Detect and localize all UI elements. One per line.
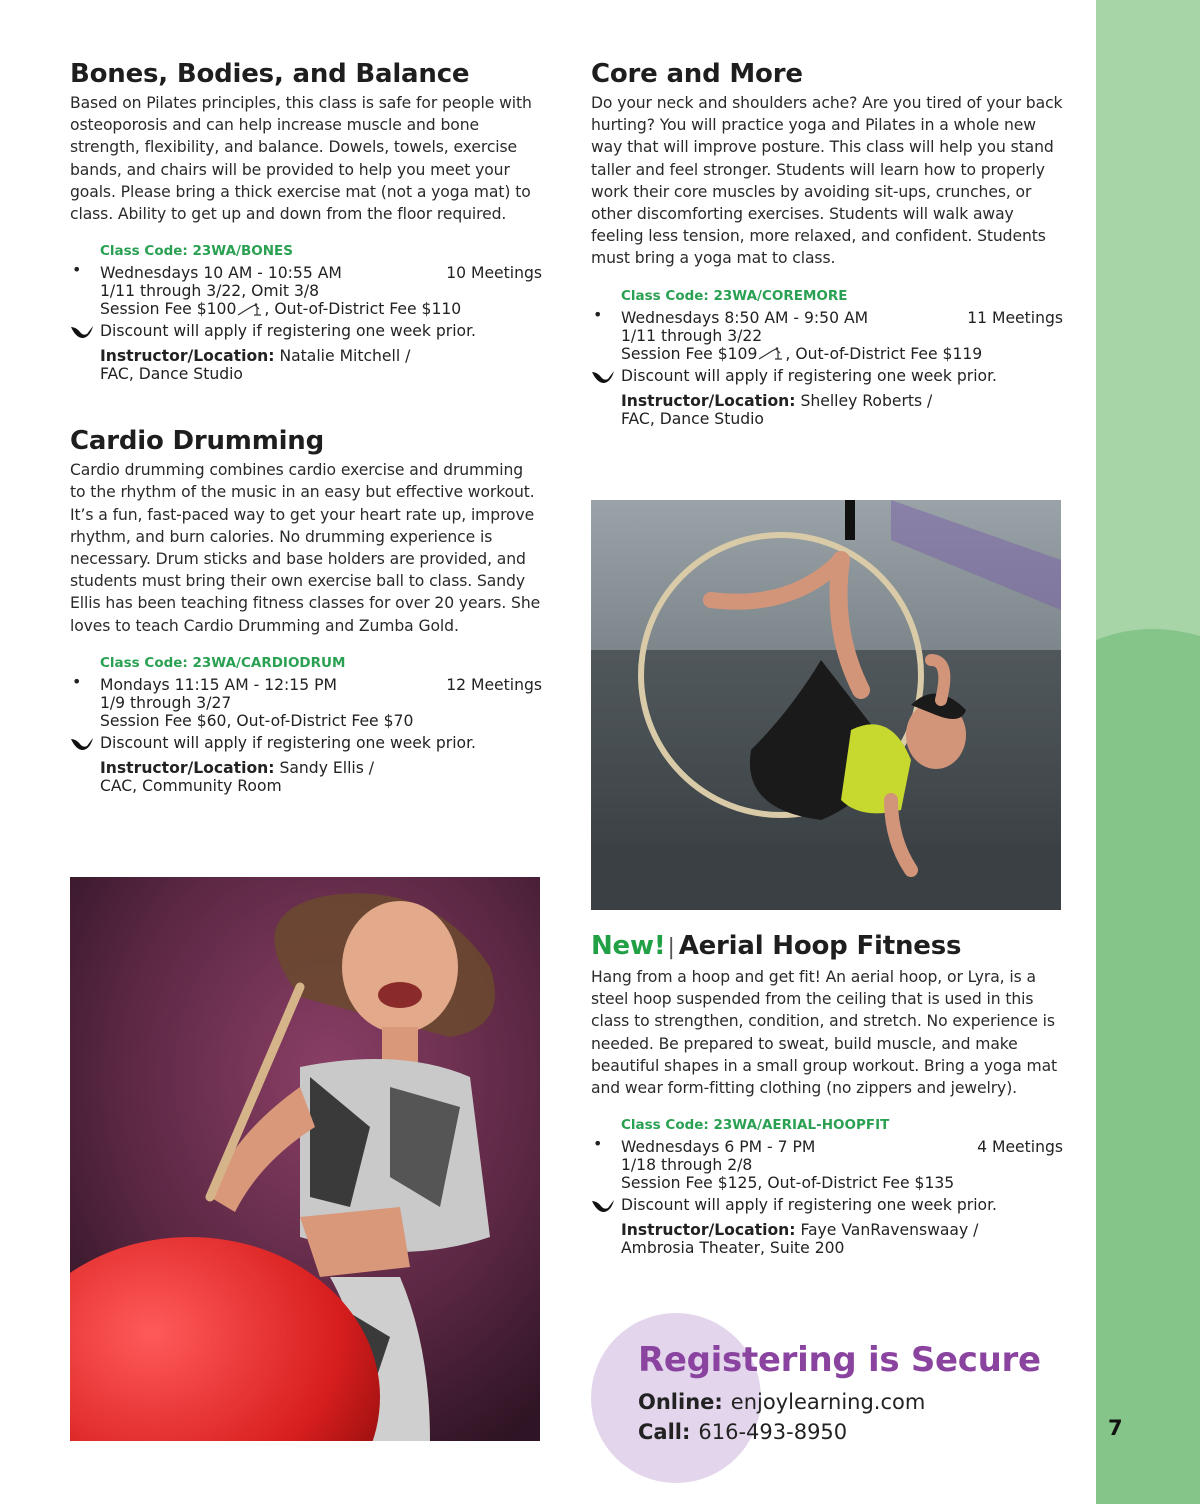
- bullet-icon: •: [593, 304, 603, 324]
- bullet-icon: •: [72, 260, 82, 280]
- course-core-and-more: [591, 58, 1063, 428]
- instructor-name: Natalie Mitchell /: [274, 347, 411, 366]
- instructor-location: [100, 759, 542, 795]
- bullet-icon: •: [593, 1134, 603, 1154]
- location-name: Ambrosia Theater, Suite 200: [621, 1239, 845, 1258]
- schedule-time: Wednesdays 6 PM - 7 PM: [621, 1138, 816, 1157]
- sidebar-wave: [1096, 600, 1200, 660]
- page-sidebar: [1096, 0, 1200, 1504]
- schedule-row: [72, 671, 542, 694]
- phone-number[interactable]: 616-493-8950: [698, 1420, 848, 1444]
- out-of-district-fee: , Out-of-District Fee $110: [264, 300, 462, 319]
- left-column: [70, 58, 542, 795]
- instructor-label: Instructor/Location:: [100, 758, 275, 777]
- session-fee: Session Fee $109: [621, 344, 758, 363]
- senior-walker-icon: [237, 303, 263, 317]
- meeting-count: 12 Meetings: [446, 675, 542, 694]
- instructor-location: [621, 392, 1063, 428]
- class-code: Class Code: 23WA/CARDIODRUM: [100, 654, 346, 671]
- course-description: Cardio drumming combines cardio exercise and drumming to the rhythm of the music in an easy but effective workout. It’s a fun, fast-paced way to get your heart rate up, improve rhythm, and burn calories. No drumming experience is necessary. Drum sticks and base holders are provided, and students must bring their own exercise ball to class. Sandy Ellis has been teaching fitness classes for over 20 years. She loves to teach Cardio Drumming and Zumba Gold.: [70, 461, 541, 635]
- schedule-row: [593, 1134, 1063, 1157]
- discount-note: [621, 365, 1063, 387]
- meeting-count: 10 Meetings: [446, 264, 542, 283]
- new-badge: New!: [591, 931, 666, 961]
- page-number: 7: [1108, 1416, 1123, 1440]
- call-label: Call:: [638, 1420, 691, 1444]
- course-aerial-hoop-fitness: [591, 930, 1063, 1257]
- registration-title: Registering is Secure: [638, 1340, 1041, 1380]
- course-title-text: Aerial Hoop Fitness: [678, 931, 962, 961]
- course-description: Do your neck and shoulders ache? Are you tired of your back hurting? You will practice yoga and Pilates in a whole new way that will improve posture. This class will help you stand taller and feel stronger. Students will learn how to properly work their core muscles by avoiding sit-ups, crunches, or other discomforting exercises. Students will walk away feeling less tension, more relaxed, and confident. Students must bring a yoga mat to class.: [591, 94, 1063, 268]
- course-details: [591, 286, 1063, 428]
- fee-line: Session Fee $125, Out-of-District Fee $135: [621, 1174, 955, 1193]
- discount-note: [100, 732, 542, 754]
- discount-note: [621, 1194, 1063, 1216]
- instructor-label: Instructor/Location:: [621, 391, 796, 410]
- location-name: FAC, Dance Studio: [621, 409, 764, 428]
- session-fee: Session Fee $100: [100, 300, 237, 319]
- class-code: Class Code: 23WA/BONES: [100, 243, 293, 260]
- fee-line: [621, 345, 1063, 363]
- location-name: FAC, Dance Studio: [100, 365, 243, 384]
- discount-text: Discount will apply if registering one week prior.: [621, 366, 998, 385]
- aerial-hoop-photo: [591, 500, 1061, 910]
- registration-online: [638, 1390, 925, 1414]
- course-title: Bones, Bodies, and Balance: [70, 59, 470, 89]
- schedule-time: Wednesdays 8:50 AM - 9:50 AM: [621, 308, 869, 327]
- out-of-district-fee: , Out-of-District Fee $119: [785, 344, 983, 363]
- instructor-location: [621, 1221, 1063, 1257]
- title-separator: |: [667, 935, 675, 960]
- bird-icon: [591, 1199, 615, 1213]
- online-label: Online:: [638, 1390, 723, 1414]
- location-name: CAC, Community Room: [100, 776, 282, 795]
- instructor-label: Instructor/Location:: [100, 347, 275, 366]
- schedule-row: [72, 260, 542, 283]
- registration-call: [638, 1420, 847, 1444]
- instructor-label: Instructor/Location:: [621, 1221, 796, 1240]
- course-title: [591, 930, 1063, 964]
- schedule-time: Wednesdays 10 AM - 10:55 AM: [100, 264, 342, 283]
- class-code: Class Code: 23WA/AERIAL-HOOPFIT: [621, 1117, 890, 1134]
- schedule-dates: 1/9 through 3/27: [100, 693, 232, 712]
- cardio-drumming-photo: [70, 877, 540, 1441]
- bird-icon: [70, 737, 94, 751]
- bird-icon: [591, 370, 615, 384]
- sidebar-light-band: [1096, 0, 1200, 640]
- meeting-count: 4 Meetings: [977, 1138, 1063, 1157]
- schedule-dates: 1/18 through 2/8: [621, 1156, 753, 1175]
- instructor-name: Sandy Ellis /: [274, 758, 375, 777]
- bird-icon: [70, 325, 94, 339]
- course-cardio-drumming: [70, 425, 542, 795]
- course-title: Cardio Drumming: [70, 426, 325, 457]
- senior-walker-icon: [758, 347, 784, 361]
- course-description: Hang from a hoop and get fit! An aerial hoop, or Lyra, is a steel hoop suspended from the ceiling that is used in this class to strengthen, condition, and stretch. No experience is needed. Be prepared to sweat, build muscle, and make beautiful shapes in a small group workout. Bring a yoga mat and wear form-fitting clothing (no zippers and jewelry).: [591, 968, 1058, 1098]
- course-description: Based on Pilates principles, this class is safe for people with osteoporosis and can help increase muscle and bone strength, flexibility, and balance. Dowels, towels, exercise bands, and chairs will be provided to help you meet your goals. Please bring a thick exercise mat (not a yoga mat) to class. Ability to get up and down from the floor required.: [70, 94, 532, 224]
- fee-line: [100, 300, 542, 318]
- schedule-dates: 1/11 through 3/22: [621, 326, 763, 345]
- discount-text: Discount will apply if registering one week prior.: [100, 733, 477, 752]
- course-details: [70, 241, 542, 383]
- course-bones-bodies-balance: [70, 58, 542, 383]
- instructor-location: [100, 347, 542, 383]
- course-details: [591, 1115, 1063, 1257]
- fee-line: Session Fee $60, Out-of-District Fee $70: [100, 711, 414, 730]
- course-details: [70, 653, 542, 795]
- instructor-name: Shelley Roberts /: [795, 391, 933, 410]
- aerial-hoop-illustration: [591, 500, 1061, 910]
- discount-note: [100, 320, 542, 342]
- schedule-dates: 1/11 through 3/22, Omit 3/8: [100, 282, 320, 301]
- instructor-name: Faye VanRavenswaay /: [795, 1221, 979, 1240]
- right-column: [591, 58, 1063, 1258]
- discount-text: Discount will apply if registering one week prior.: [100, 322, 477, 341]
- online-link[interactable]: enjoylearning.com: [730, 1390, 926, 1414]
- meeting-count: 11 Meetings: [967, 308, 1063, 327]
- discount-text: Discount will apply if registering one week prior.: [621, 1196, 998, 1215]
- bullet-icon: •: [72, 671, 82, 691]
- schedule-row: [593, 304, 1063, 327]
- class-code: Class Code: 23WA/COREMORE: [621, 287, 848, 304]
- drumming-woman-illustration: [70, 877, 540, 1441]
- course-title: Core and More: [591, 59, 803, 89]
- schedule-time: Mondays 11:15 AM - 12:15 PM: [100, 675, 337, 694]
